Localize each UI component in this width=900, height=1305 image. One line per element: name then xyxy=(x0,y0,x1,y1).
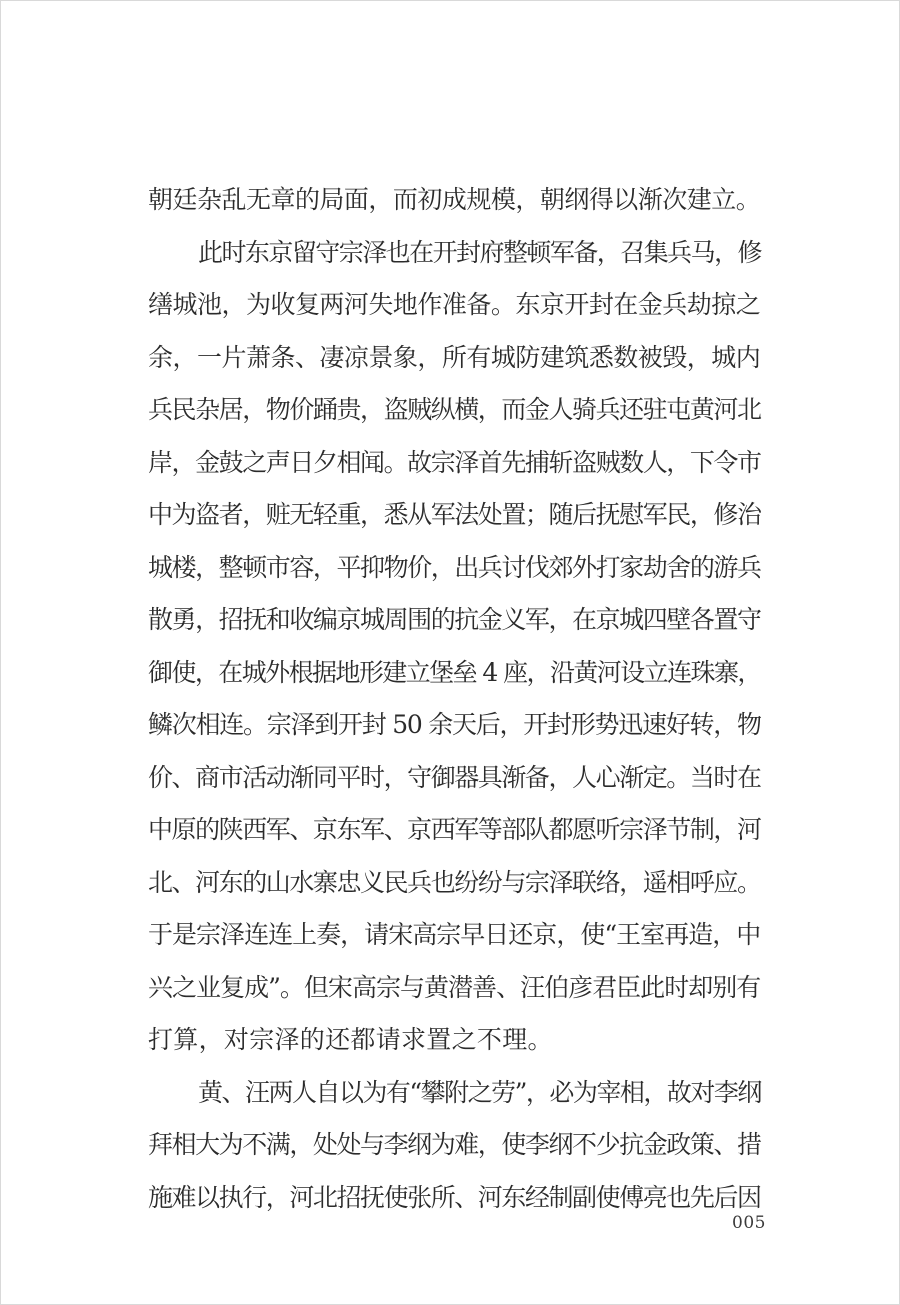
text-line: 拜相大为不满，处处与李纲为难，使李纲不少抗金政策、措 xyxy=(148,1130,761,1159)
text-line: 中为盗者，赃无轻重，悉从军法处置；随后抚慰军民，修治 xyxy=(148,500,761,529)
text-line: 中原的陕西军、京东军、京西军等部队都愿听宗泽节制，河 xyxy=(148,815,761,844)
text-line: 打算，对宗泽的还都请求置之不理。 xyxy=(148,1025,553,1054)
paragraph xyxy=(148,1067,762,1225)
body-text xyxy=(148,174,762,1224)
text-line: 鳞次相连。宗泽到开封 50 余天后，开封形势迅速好转，物 xyxy=(148,710,761,739)
text-line: 于是宗泽连连上奏，请宋高宗早日还京，使“王室再造，中 xyxy=(148,920,761,949)
text-line: 施难以执行，河北招抚使张所、河东经制副使傅亮也先后因 xyxy=(148,1182,761,1212)
text-line: 散勇，招抚和收编京城周围的抗金义军，在京城四壁各置守 xyxy=(148,605,761,634)
text-line: 价、商市活动渐同平时，守御器具渐备，人心渐定。当时在 xyxy=(148,762,761,792)
text-line: 缮城池，为收复两河失地作准备。东京开封在金兵劫掠之 xyxy=(148,290,761,319)
text-line: 黄、汪两人自以为有“攀附之劳”，必为宰相，故对李纲 xyxy=(198,1077,761,1107)
paragraph xyxy=(148,227,762,1067)
text-line: 朝廷杂乱无章的局面，而初成规模，朝纲得以渐次建立。 xyxy=(148,185,761,214)
text-line: 岸，金鼓之声日夕相闻。故宗泽首先捕斩盗贼数人，下令市 xyxy=(148,447,761,477)
text-line: 余，一片萧条、凄凉景象，所有城防建筑悉数被毁，城内 xyxy=(148,342,761,372)
text-line: 御使，在城外根据地形建立堡垒 4 座，沿黄河设立连珠寨， xyxy=(148,657,761,687)
text-line: 北、河东的山水寨忠义民兵也纷纷与宗泽联络，遥相呼应。 xyxy=(148,867,761,897)
text-line: 此时东京留守宗泽也在开封府整顿军备，召集兵马，修 xyxy=(198,237,762,267)
text-line: 城楼，整顿市容，平抑物价，出兵讨伐郊外打家劫舍的游兵 xyxy=(148,552,761,582)
page-number: 005 xyxy=(732,1213,766,1233)
text-line: 兵民杂居，物价踊贵，盗贼纵横，而金人骑兵还驻屯黄河北 xyxy=(148,395,761,424)
text-line: 兴之业复成”。但宋高宗与黄潜善、汪伯彦君臣此时却别有 xyxy=(148,972,761,1002)
paragraph xyxy=(148,174,762,227)
